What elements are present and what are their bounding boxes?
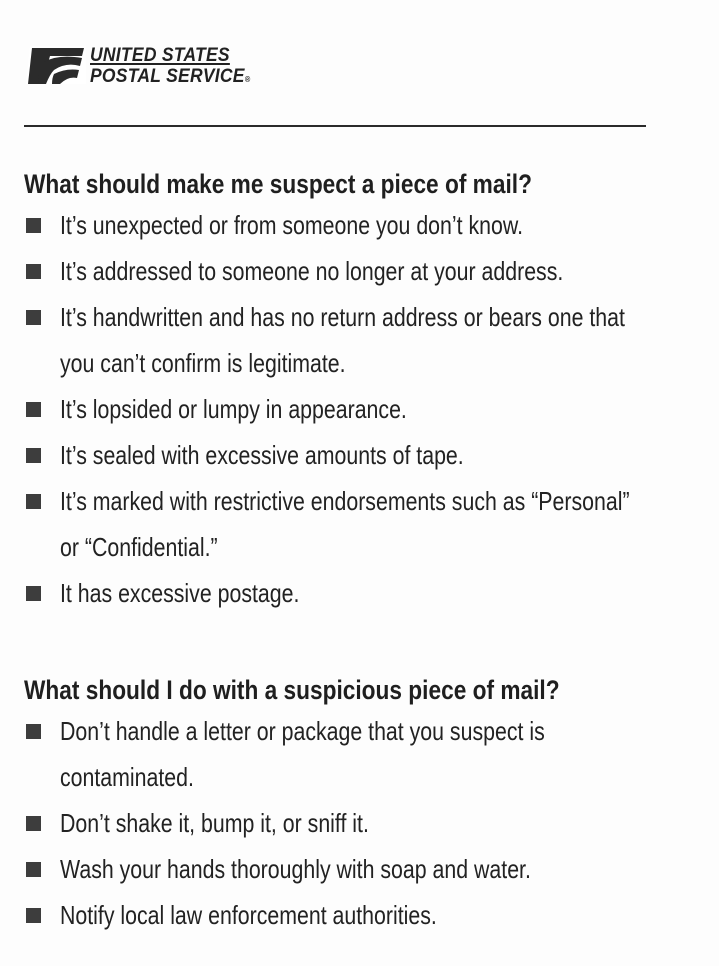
horizontal-divider: [24, 125, 646, 127]
list-item-text: It has excessive postage.: [60, 578, 300, 608]
square-bullet-icon: [26, 310, 41, 325]
section-heading: What should make me suspect a piece of mail?: [24, 169, 532, 199]
usps-logo: [24, 44, 274, 92]
list-item-text: Don’t handle a letter or package that you suspect is contaminated.: [60, 716, 545, 792]
list-item-text: It’s handwritten and has no return address or bears one that you can’t confirm is legitimate.: [60, 302, 625, 378]
bullet-list: [24, 708, 704, 938]
list-item: [24, 708, 704, 800]
square-bullet-icon: [26, 448, 41, 463]
list-item: [24, 202, 704, 248]
list-item-text: Notify local law enforcement authorities.: [60, 900, 437, 930]
list-item: [24, 846, 704, 892]
list-item-text: Wash your hands thoroughly with soap and water.: [60, 854, 531, 884]
square-bullet-icon: [26, 218, 41, 233]
list-item: [24, 248, 704, 294]
list-item: [24, 432, 704, 478]
list-item-text: Don’t shake it, bump it, or sniff it.: [60, 808, 369, 838]
square-bullet-icon: [26, 862, 41, 877]
square-bullet-icon: [26, 264, 41, 279]
square-bullet-icon: [26, 494, 41, 509]
list-item: [24, 386, 704, 432]
logo-line-postal-service: [90, 66, 250, 90]
bullet-list: [24, 202, 704, 616]
list-item: [24, 570, 704, 616]
list-item-text: It’s unexpected or from someone you don’t know.: [60, 210, 523, 240]
list-item-text: It’s addressed to someone no longer at your address.: [60, 256, 564, 286]
square-bullet-icon: [26, 402, 41, 417]
section-suspicious-mail-actions: [24, 672, 704, 938]
logo-line-postal-service-text: POSTAL SERVICE: [90, 66, 245, 87]
square-bullet-icon: [26, 586, 41, 601]
logo-line-united-states: UNITED STATES: [90, 45, 230, 66]
list-item-text: It’s marked with restrictive endorsements such as “Personal” or “Confidential.”: [60, 486, 630, 562]
logo-wordmark: [90, 45, 250, 90]
list-item: [24, 800, 704, 846]
section-heading: What should I do with a suspicious piece of mail?: [24, 675, 560, 705]
list-item: [24, 478, 704, 570]
section-suspect-mail: [24, 166, 704, 616]
list-item: [24, 892, 704, 938]
list-item-text: It’s lopsided or lumpy in appearance.: [60, 394, 407, 424]
list-item: [24, 294, 704, 386]
square-bullet-icon: [26, 724, 41, 739]
square-bullet-icon: [26, 908, 41, 923]
list-item-text: It’s sealed with excessive amounts of tape.: [60, 440, 464, 470]
registered-mark: ®: [244, 75, 251, 84]
square-bullet-icon: [26, 816, 41, 831]
eagle-icon: [24, 44, 88, 88]
